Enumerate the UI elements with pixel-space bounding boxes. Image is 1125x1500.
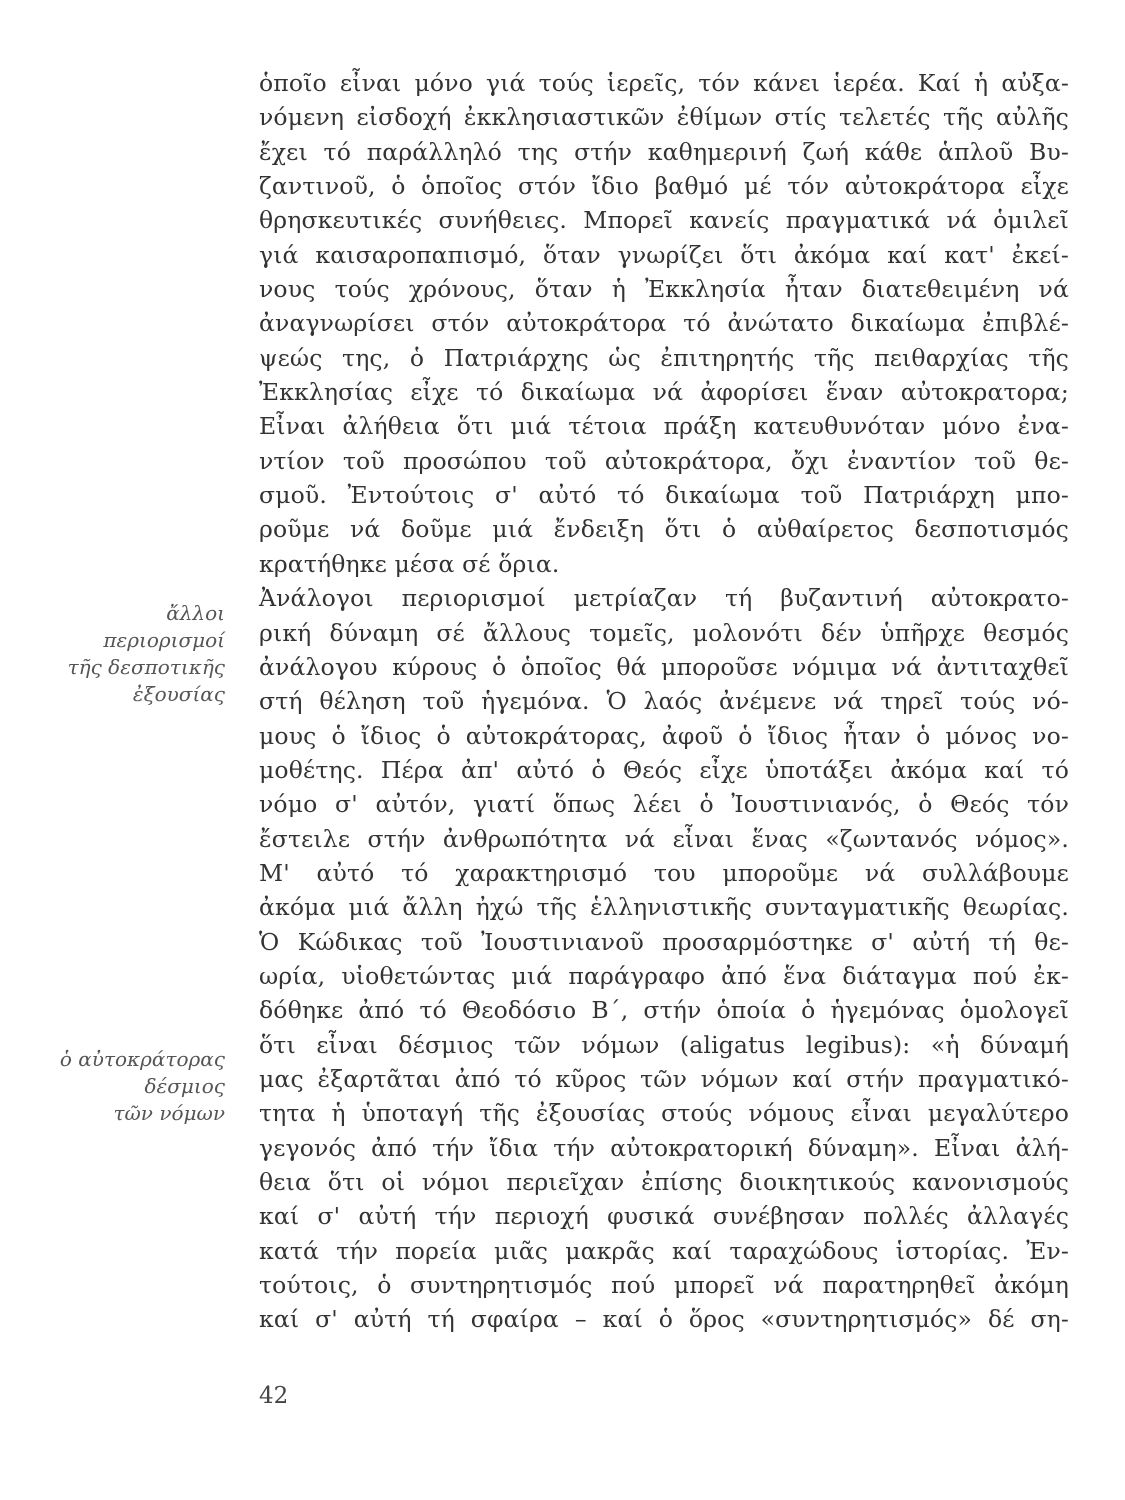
text-line: ροῦμε νά δοῦμε μιά ἔνδειξη ὅτι ὁ αὐθαίρετος δεσποτισμός [259, 515, 1069, 544]
margin-note-line: τῆς δεσποτικῆς [67, 655, 225, 679]
text-line: ἔχει τό παράλληλό της στήν καθημερινή ζωή κάθε ἁπλοῦ Βυ- [259, 137, 1069, 166]
text-line: ὁποῖο εἶναι μόνο γιά τούς ἱερεῖς, τόν κάνει ἱερέα. Καί ἡ αὐξα- [259, 69, 1069, 97]
text-line: Ὁ Κώδικας τοῦ Ἰουστινιανοῦ προσαρμόστηκε σ' αὐτή τή θε- [259, 927, 1069, 956]
text-line: ἀνάλογου κύρους ὁ ὁποῖος θά μποροῦσε νόμιμα νά ἀντιταχθεῖ [259, 652, 1069, 681]
text-line: στή θέληση τοῦ ἡγεμόνα. Ὁ λαός ἀνέμενε νά τηρεῖ τούς νό- [259, 687, 1069, 716]
margin-note-line: ἄλλοι [166, 601, 225, 625]
text-line: Εἶναι ἀλήθεια ὅτι μιά τέτοια πράξη κατευθυνόταν μόνο ἐνα- [259, 412, 1069, 441]
text-line: Ἀνάλογοι περιορισμοί μετρίαζαν τή βυζαντινή αὐτοκρατο- [259, 584, 1069, 613]
paragraph-end-line: κρατήθηκε μέσα σέ ὅρια. [259, 549, 560, 578]
margin-note-line: περιορισμοί [103, 628, 225, 652]
text-line: κατά τήν πορεία μιᾶς μακρᾶς καί ταραχώδους ἱστορίας. Ἐν- [259, 1236, 1069, 1265]
text-line: μοθέτης. Πέρα ἀπ' αὐτό ὁ Θεός εἶχε ὑποτάξει ἀκόμα καί τό [259, 755, 1069, 784]
text-line: νους τούς χρόνους, ὅταν ἡ Ἐκκλησία ἦταν διατεθειμένη νά [259, 275, 1069, 304]
text-line: γιά καισαροπαπισμό, ὅταν γνωρίζει ὅτι ἀκόμα καί κατ' ἐκεί- [259, 240, 1069, 269]
text-line: ψεώς της, ὁ Πατριάρχης ὡς ἐπιτηρητής τῆς πειθαρχίας τῆς [259, 343, 1069, 372]
text-line: τούτοις, ὁ συντηρητισμός πού μπορεῖ νά παρατηρηθεῖ ἀκόμη [259, 1271, 1069, 1300]
text-line: ζαντινοῦ, ὁ ὁποῖος στόν ἴδιο βαθμό μέ τόν αὐτοκράτορα εἶχε [259, 172, 1069, 201]
text-line: γεγονός ἀπό τήν ἴδια τήν αὐτοκρατορική δύναμη». Εἶναι ἀλή- [259, 1133, 1069, 1162]
margin-note-despotic-limits [25, 600, 225, 708]
text-line: σμοῦ. Ἐντούτοις σ' αὐτό τό δικαίωμα τοῦ Πατριάρχη μπο- [259, 481, 1069, 510]
margin-note-line: τῶν νόμων [113, 1101, 225, 1125]
body-text [259, 66, 1069, 1337]
text-line: δόθηκε ἀπό τό Θεοδόσιο Β΄, στήν ὁποία ὁ ἡγεμόνας ὁμολογεῖ [259, 996, 1069, 1025]
text-line: ὅτι εἶναι δέσμιος τῶν νόμων (aligatus legibus): «ἡ δύναμή [259, 1030, 1069, 1059]
text-line: Ἐκκλησίας εἶχε τό δικαίωμα νά ἀφορίσει ἕναν αὐτοκρατορα; [259, 378, 1069, 407]
text-line: ντίον τοῦ προσώπου τοῦ αὐτοκράτορα, ὄχι ἐναντίον τοῦ θε- [259, 446, 1069, 475]
margin-note-line: ἐξουσίας [132, 682, 225, 706]
text-line: νόμενη εἰσδοχή ἐκκλησιαστικῶν ἐθίμων στίς τελετές τῆς αὐλῆς [259, 103, 1069, 132]
margin-note-line: δέσμιος [144, 1074, 225, 1098]
text-line: καί σ' αὐτή τή σφαίρα – καί ὁ ὅρος «συντηρητισμός» δέ ση- [259, 1305, 1069, 1334]
text-line: ρική δύναμη σέ ἄλλους τομεῖς, μολονότι δέν ὑπῆρχε θεσμός [259, 618, 1069, 647]
text-line: ἀκόμα μιά ἄλλη ἠχώ τῆς ἑλληνιστικῆς συνταγματικῆς θεωρίας. [259, 893, 1069, 922]
margin-note-emperor-bound [25, 1046, 225, 1127]
text-line: μας ἐξαρτᾶται ἀπό τό κῦρος τῶν νόμων καί στήν πραγματικό- [259, 1064, 1069, 1093]
text-line: ωρία, υἱοθετώντας μιά παράγραφο ἀπό ἕνα διάταγμα πού ἐκ- [259, 961, 1069, 990]
text-line: καί σ' αὐτή τήν περιοχή φυσικά συνέβησαν πολλές ἀλλαγές [259, 1202, 1069, 1231]
text-line: τητα ἡ ὑποταγή τῆς ἐξουσίας στούς νόμους εἶναι μεγαλύτερο [259, 1099, 1069, 1128]
text-line: νόμο σ' αὐτόν, γιατί ὅπως λέει ὁ Ἰουστινιανός, ὁ Θεός τόν [259, 790, 1069, 819]
text-line: θρησκευτικές συνήθειες. Μπορεῖ κανείς πραγματικά νά ὁμιλεῖ [259, 206, 1069, 235]
text-line: θεια ὅτι οἱ νόμοι περιεῖχαν ἐπίσης διοικητικούς κανονισμούς [259, 1168, 1069, 1196]
text-line: ἀναγνωρίσει στόν αὐτοκράτορα τό ἀνώτατο δικαίωμα ἐπιβλέ- [259, 309, 1069, 338]
page-number: 42 [259, 1383, 289, 1409]
text-line: μους ὁ ἴδιος ὁ αὐτοκράτορας, ἀφοῦ ὁ ἴδιος ἦταν ὁ μόνος νο- [259, 721, 1069, 750]
text-line: ἔστειλε στήν ἀνθρωπότητα νά εἶναι ἕνας «ζωντανός νόμος». [259, 824, 1069, 853]
margin-note-line: ὁ αὐτοκράτορας [59, 1047, 225, 1071]
text-line: Μ' αὐτό τό χαρακτηρισμό του μποροῦμε νά συλλάβουμε [259, 858, 1069, 887]
